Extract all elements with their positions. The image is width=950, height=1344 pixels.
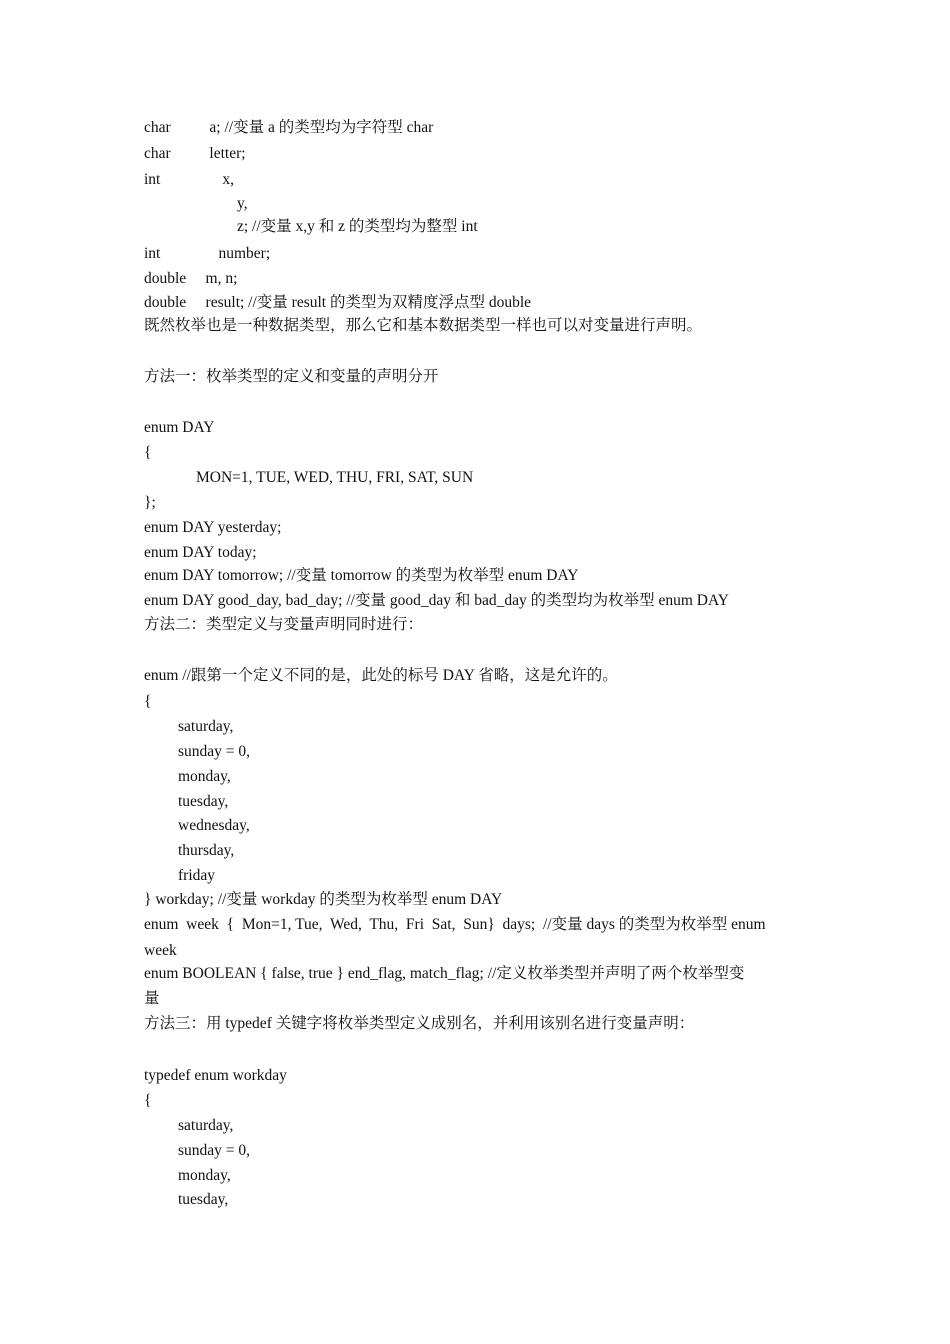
- code-line: enum DAY today;: [144, 544, 257, 561]
- code-line: enum DAY good_day, bad_day; //变量 good_day 和 bad_day 的类型均为枚举型 enum DAY: [144, 592, 729, 609]
- code-line: enum DAY yesterday;: [144, 519, 282, 536]
- code-line: sunday = 0,: [178, 1142, 251, 1159]
- code-line: char a; //变量 a 的类型均为字符型 char: [144, 119, 434, 136]
- code-line: enum week { Mon=1, Tue, Wed, Thu, Fri Sat, Sun} days; //变量 days 的类型为枚举型 enum: [144, 916, 766, 933]
- code-line: monday,: [178, 1167, 231, 1184]
- code-line: sunday = 0,: [178, 743, 251, 760]
- code-line: z; //变量 x,y 和 z 的类型均为整型 int: [237, 218, 478, 235]
- code-line: };: [144, 494, 156, 511]
- code-line: enum //跟第一个定义不同的是，此处的标号 DAY 省略，这是允许的。: [144, 667, 618, 684]
- section-heading: 方法三：用 typedef 关键字将枚举类型定义成别名，并利用该别名进行变量声明：: [144, 1015, 695, 1032]
- code-line: tuesday,: [178, 1191, 229, 1208]
- code-line: wednesday,: [178, 817, 250, 834]
- code-line: 量: [144, 990, 160, 1007]
- code-line: tuesday,: [178, 793, 229, 810]
- code-line: enum BOOLEAN { false, true } end_flag, match_flag; //定义枚举类型并声明了两个枚举型变: [144, 965, 745, 982]
- code-line: week: [144, 942, 177, 959]
- code-line: saturday,: [178, 1117, 234, 1134]
- code-line: thursday,: [178, 842, 235, 859]
- code-line: } workday; //变量 workday 的类型为枚举型 enum DAY: [144, 891, 503, 908]
- code-line: enum DAY: [144, 419, 215, 436]
- code-line: {: [144, 1092, 152, 1109]
- code-line: MON=1, TUE, WED, THU, FRI, SAT, SUN: [196, 469, 474, 486]
- code-line: char letter;: [144, 145, 246, 162]
- code-line: double result; //变量 result 的类型为双精度浮点型 double: [144, 294, 532, 311]
- code-line: typedef enum workday: [144, 1067, 287, 1084]
- code-line: friday: [178, 867, 216, 884]
- code-line: saturday,: [178, 718, 234, 735]
- code-line: enum DAY tomorrow; //变量 tomorrow 的类型为枚举型 enum DAY: [144, 567, 579, 584]
- code-line: y,: [237, 195, 248, 212]
- code-line: {: [144, 444, 152, 461]
- code-line: monday,: [178, 768, 231, 785]
- code-line: int x,: [144, 171, 234, 188]
- code-line: int number;: [144, 245, 271, 262]
- section-heading: 方法一：枚举类型的定义和变量的声明分开: [144, 368, 439, 385]
- code-line: double m, n;: [144, 270, 238, 287]
- section-heading: 方法二：类型定义与变量声明同时进行：: [144, 616, 424, 633]
- paragraph: 既然枚举也是一种数据类型，那么它和基本数据类型一样也可以对变量进行声明。: [144, 317, 703, 334]
- code-line: {: [144, 693, 152, 710]
